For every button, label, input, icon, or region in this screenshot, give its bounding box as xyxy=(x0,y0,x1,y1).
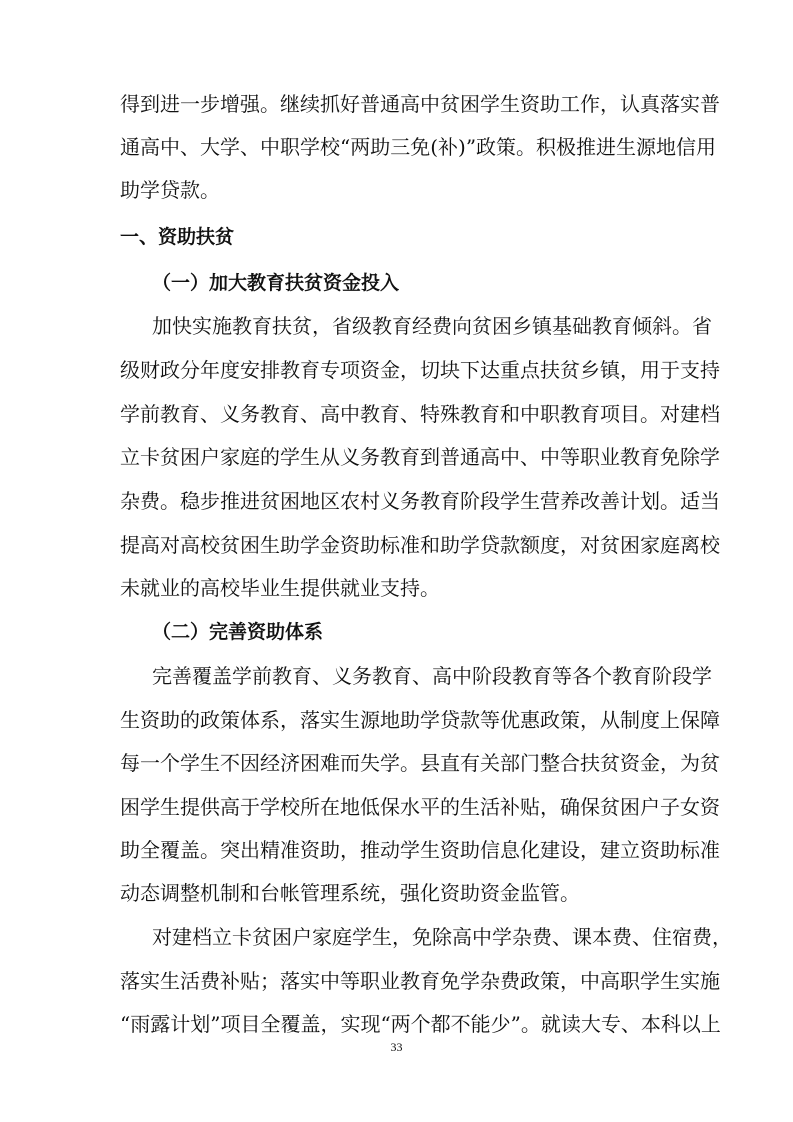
text-line: 每一个学生不因经济困难而失学。县直有关部门整合扶贫资金，为贫 xyxy=(120,751,720,775)
text-line: 对建档立卡贫困户家庭学生，免除高中学杂费、课本费、住宿费， xyxy=(152,925,732,949)
text-line: 杂费。稳步推进贫困地区农村义务教育阶段学生营养改善计划。适当 xyxy=(120,489,720,513)
subsection-heading: （二）完善资助体系 xyxy=(152,621,324,643)
text-line: 生资助的政策体系，落实生源地助学贷款等优惠政策，从制度上保障 xyxy=(120,708,720,732)
text-line: 得到进一步增强。继续抓好普通高中贫困学生资助工作，认真落实普 xyxy=(120,92,720,116)
text-line: 动态调整机制和台帐管理系统，强化资助资金监管。 xyxy=(120,881,580,905)
text-line: 困学生提供高于学校所在地低保水平的生活补贴，确保贫困户子女资 xyxy=(120,795,720,819)
subsection-heading: （一）加大教育扶贫资金投入 xyxy=(152,272,400,294)
text-line: 助学贷款。 xyxy=(120,178,220,202)
text-line: 完善覆盖学前教育、义务教育、高中阶段教育等各个教育阶段学 xyxy=(152,664,712,688)
text-line: 提高对高校贫困生助学金资助标准和助学贷款额度，对贫困家庭离校 xyxy=(120,533,720,557)
section-heading: 一、资助扶贫 xyxy=(120,226,235,248)
text-line: 通高中、大学、中职学校“两助三免(补)”政策。积极推进生源地信用 xyxy=(120,135,717,159)
text-line: 落实生活费补贴；落实中等职业教育免学杂费政策，中高职学生实施 xyxy=(120,969,720,993)
text-line: 助全覆盖。突出精准资助，推动学生资助信息化建设，建立资助标准 xyxy=(120,838,720,862)
text-line: 立卡贫困户家庭的学生从义务教育到普通高中、中等职业教育免除学 xyxy=(120,445,720,469)
page-number: 33 xyxy=(390,1040,403,1054)
text-line: 级财政分年度安排教育专项资金，切块下达重点扶贫乡镇，用于支持 xyxy=(120,358,720,382)
text-line: 学前教育、义务教育、高中教育、特殊教育和中职教育项目。对建档 xyxy=(120,402,720,426)
text-line: “雨露计划”项目全覆盖，实现“两个都不能少”。就读大专、本科以上 xyxy=(120,1012,721,1036)
text-line: 未就业的高校毕业生提供就业支持。 xyxy=(120,576,440,600)
text-line: 加快实施教育扶贫，省级教育经费向贫困乡镇基础教育倾斜。省 xyxy=(152,314,712,338)
